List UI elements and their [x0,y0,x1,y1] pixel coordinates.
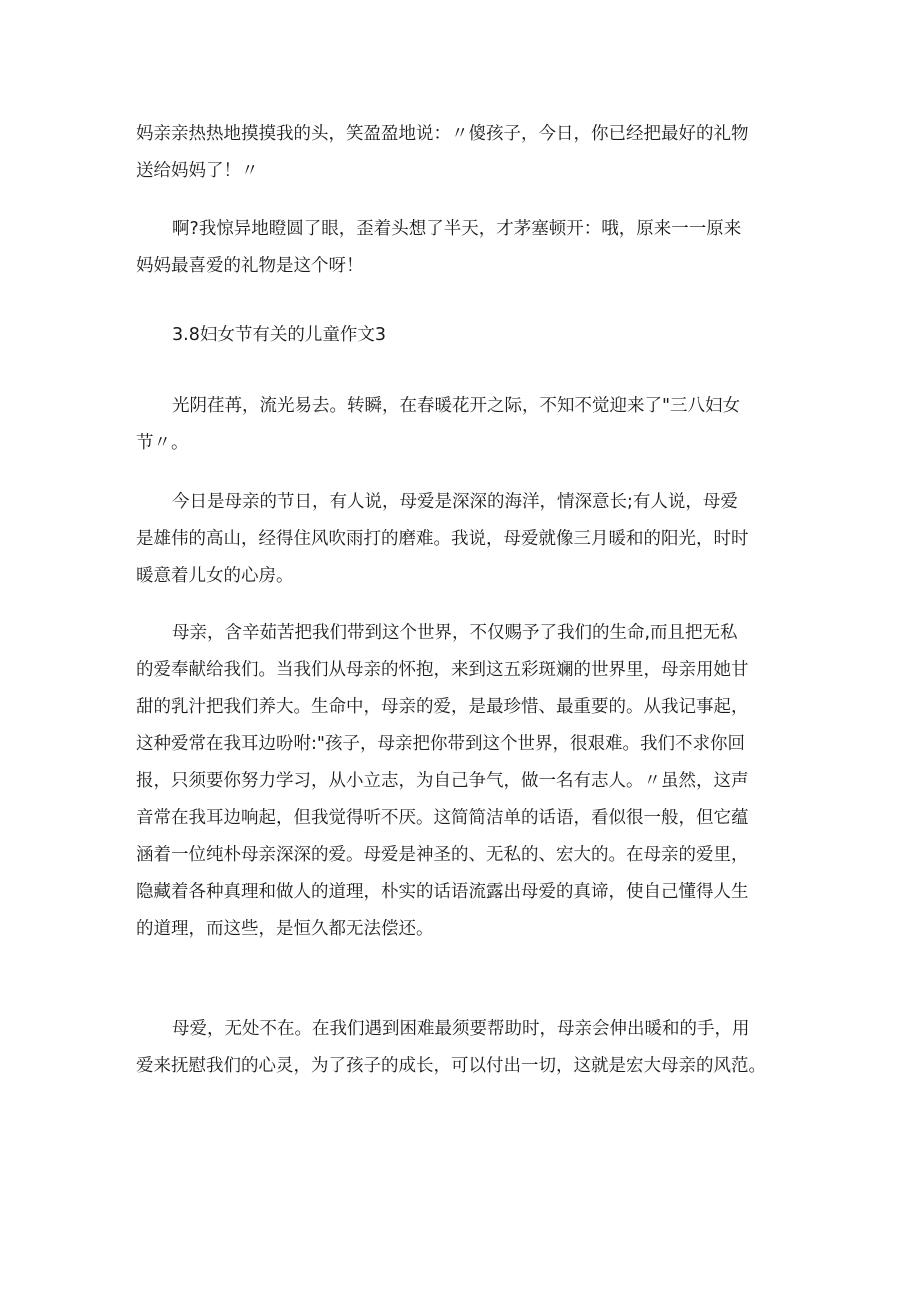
text-line: 爱来抚慰我们的心灵，为了孩子的成长，可以付出一切，这就是宏大母亲的风范。 [136,1056,766,1076]
text-line: 母爱，无处不在。在我们遇到困难最须要帮助时，母亲会伸出暖和的手，用 [172,1019,750,1039]
text-line: 涵着一位纯朴母亲深深的爱。母爱是神圣的、无私的、宏大的。在母亲的爱里， [136,845,749,865]
paragraph-5 [136,615,796,948]
text-line: 的爱奉献给我们。当我们从母亲的怀抱，来到这五彩斑斓的世界里，母亲用她甘 [136,660,749,680]
section-heading: 3.8妇女节有关的儿童作文3 [172,325,386,345]
text-line: 啊?我惊异地瞪圆了眼，歪着头想了半天，才茅塞顿开：哦，原来一一原来 [172,219,742,239]
text-line: 送给妈妈了！〃 [136,161,259,181]
text-line: 音常在我耳边响起，但我觉得听不厌。这简简洁单的话语，看似很一般，但它蕴 [136,808,749,828]
paragraph-6 [136,1011,796,1085]
text-line: 这种爱常在我耳边吩咐:"孩子，母亲把你带到这个世界，很艰难。我们不求你回 [136,734,745,754]
paragraph-4 [136,484,796,595]
text-line: 妈妈最喜爱的礼物是这个呀！ [136,256,364,276]
paragraph-3 [136,388,796,462]
text-line: 甜的乳汁把我们养大。生命中，母亲的爱，是最珍惜、最重要的。从我记事起， [136,697,749,717]
text-line: 今日是母亲的节日，有人说，母爱是深深的海洋，情深意长;有人说，母爱 [172,492,738,512]
text-line: 是雄伟的高山，经得住风吹雨打的磨难。我说，母爱就像三月暖和的阳光，时时 [136,529,749,549]
paragraph-2 [136,211,796,285]
text-line: 妈亲亲热热地摸摸我的头，笑盈盈地说：〃傻孩子，今日，你已经把最好的礼物 [136,124,749,144]
text-line: 暖意着儿女的心房。 [136,566,294,586]
text-line: 母亲，含辛茹苦把我们带到这个世界，不仅赐予了我们的生命,而且把无私 [172,623,738,643]
text-line: 报，只须要你努力学习，从小立志，为自己争气，做一名有志人。〃虽然，这声 [136,771,749,791]
text-line: 的道理，而这些，是恒久都无法偿还。 [136,919,434,939]
paragraph-1 [136,116,796,190]
text-line: 隐藏着各种真理和做人的道理，朴实的话语流露出母爱的真谛，使自己懂得人生 [136,882,749,902]
text-line: 节〃。 [136,433,189,453]
text-line: 光阴荏苒，流光易去。转瞬，在春暖花开之际，不知不觉迎来了"三八妇女 [172,396,741,416]
